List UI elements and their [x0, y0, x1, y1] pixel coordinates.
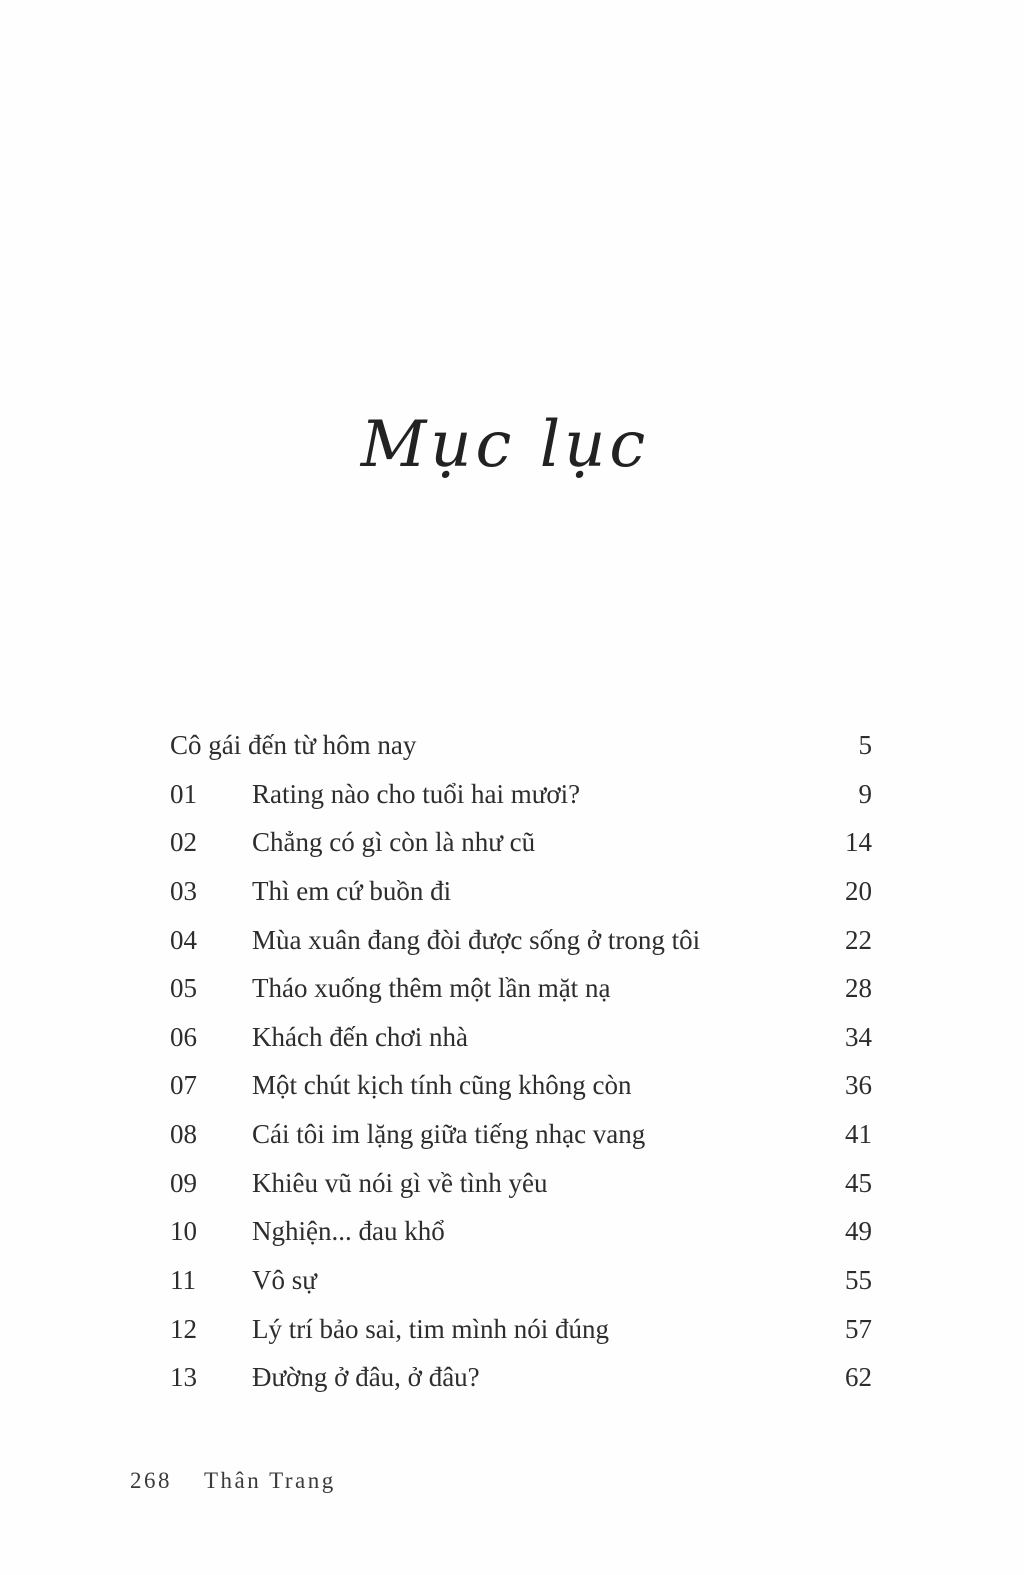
toc-entry-number: 13 — [170, 1362, 197, 1393]
footer-author: Thân Trang — [204, 1468, 336, 1493]
toc-entry-page: 49 — [845, 1216, 872, 1247]
toc-row — [170, 1256, 872, 1305]
toc-entry-title: Chẳng có gì còn là như cũ — [252, 827, 536, 858]
toc-entry-number: 06 — [170, 1021, 197, 1052]
toc-row — [170, 964, 872, 1013]
toc-entry-page: 55 — [845, 1265, 872, 1296]
toc-entry-title: Khiêu vũ nói gì về tình yêu — [252, 1167, 548, 1198]
toc-entry-page: 57 — [845, 1313, 872, 1344]
toc-entry-page: 41 — [845, 1119, 872, 1150]
toc-entry-title: Mùa xuân đang đòi được sống ở trong tôi — [252, 924, 701, 955]
toc-row — [170, 818, 872, 867]
toc-entry-title: Nghiện... đau khổ — [252, 1216, 445, 1247]
toc-row — [170, 1159, 872, 1208]
toc-row — [170, 916, 872, 965]
toc-entry-page: 9 — [858, 778, 872, 809]
toc-entry-number: 11 — [170, 1265, 196, 1296]
toc-entry-page: 5 — [858, 730, 872, 760]
toc-row — [170, 1305, 872, 1354]
toc-entry-number: 08 — [170, 1119, 197, 1150]
toc-entry-number: 05 — [170, 973, 197, 1004]
page-title: Mục lục — [360, 408, 650, 482]
footer-page-number: 268 — [130, 1468, 172, 1493]
toc-entry-title: Đường ở đâu, ở đâu? — [252, 1362, 480, 1393]
toc-entry-title: Cô gái đến từ hôm nay — [170, 730, 417, 760]
toc-entry-title: Khách đến chơi nhà — [252, 1021, 468, 1052]
toc-row — [170, 1353, 872, 1402]
toc-entry-page: 45 — [845, 1167, 872, 1198]
toc-entry-page: 20 — [845, 875, 872, 906]
toc-entry-number: 02 — [170, 827, 197, 858]
toc-entry-number: 01 — [170, 778, 197, 809]
toc-entry-number: 03 — [170, 875, 197, 906]
toc-row — [170, 770, 872, 819]
toc-row — [170, 1013, 872, 1062]
toc-entry-title: Một chút kịch tính cũng không còn — [252, 1070, 632, 1101]
toc-entry-page: 14 — [845, 827, 872, 858]
toc-entry-page: 36 — [845, 1070, 872, 1101]
toc-entry-page: 28 — [845, 973, 872, 1004]
toc-entry-number: 10 — [170, 1216, 197, 1247]
toc-entry-title: Tháo xuống thêm một lần mặt nạ — [252, 973, 611, 1004]
toc-row — [170, 1061, 872, 1110]
toc-entry-number: 07 — [170, 1070, 197, 1101]
toc-row — [170, 1207, 872, 1256]
toc-entry-title: Rating nào cho tuổi hai mươi? — [252, 778, 581, 809]
toc-row — [170, 721, 872, 770]
table-of-contents — [170, 721, 872, 1402]
toc-entry-number: 09 — [170, 1167, 197, 1198]
toc-entry-page: 34 — [845, 1021, 872, 1052]
toc-entry-page: 22 — [845, 924, 872, 955]
toc-entry-page: 62 — [845, 1362, 872, 1393]
toc-entry-title: Vô sự — [252, 1265, 317, 1296]
toc-entry-title: Cái tôi im lặng giữa tiếng nhạc vang — [252, 1119, 646, 1150]
toc-row — [170, 1110, 872, 1159]
toc-entry-title: Thì em cứ buồn đi — [252, 875, 452, 906]
toc-entry-number: 04 — [170, 924, 197, 955]
toc-row — [170, 867, 872, 916]
page-footer — [130, 1468, 336, 1494]
toc-entry-number: 12 — [170, 1313, 197, 1344]
toc-entry-title: Lý trí bảo sai, tim mình nói đúng — [252, 1313, 609, 1344]
